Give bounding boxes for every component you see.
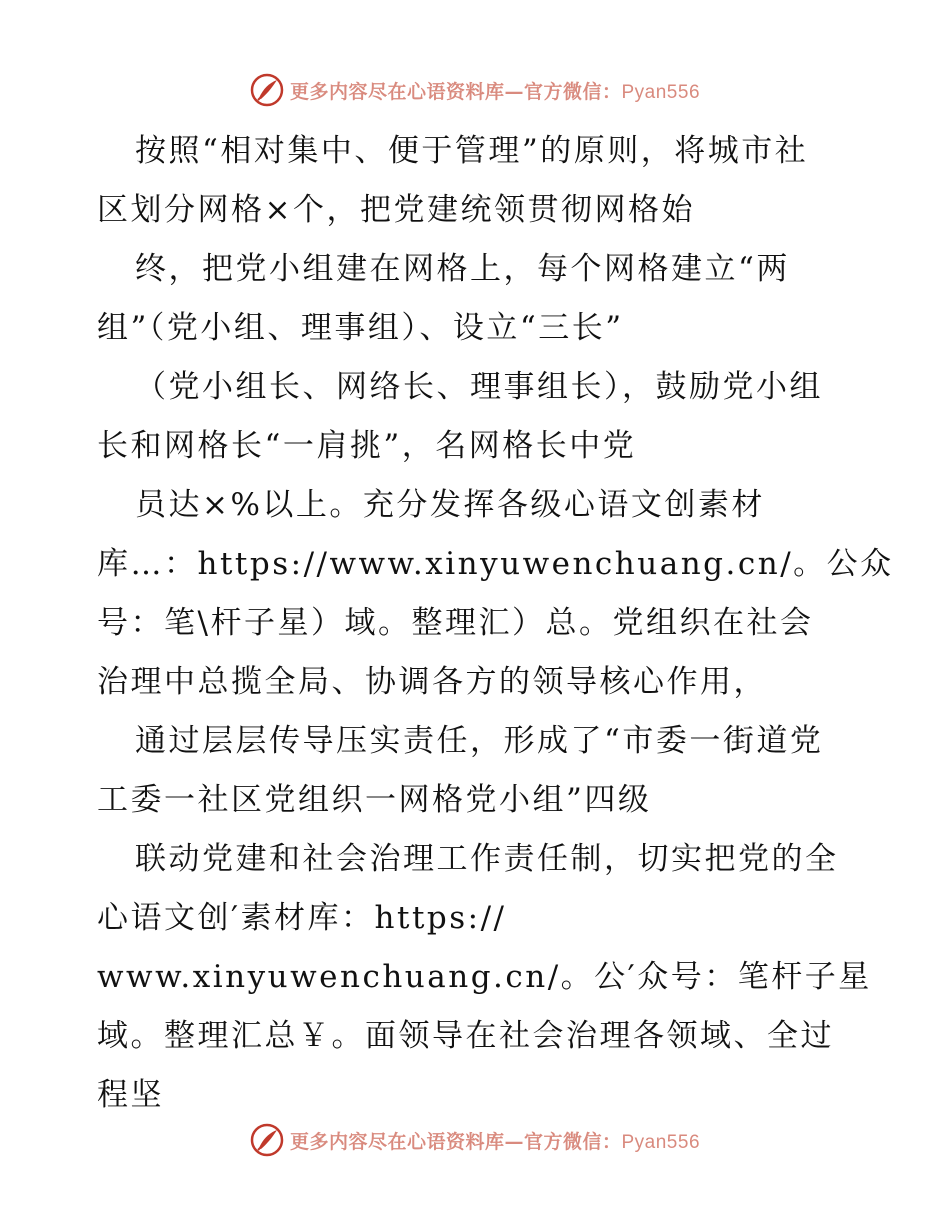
text-line: 长和网格长“一肩挑”，名网格长中党 [97, 428, 637, 464]
watermark-text [290, 77, 700, 104]
text-line: 治理中总揽全局、协调各方的领导核心作用， [97, 664, 767, 700]
text-line: 号：笔\杆子星）域。整理汇）总。党组织在社会 [97, 605, 814, 641]
text-line: 按照“相对集中、便于管理”的原则，将城市社 [135, 133, 809, 169]
text-line: 域。整理汇总￥。面领导在社会治理各领域、全过 [97, 1018, 834, 1054]
watermark-label: 更多内容尽在心语资料库—官方微信： [289, 1130, 622, 1153]
text-line: 联动党建和社会治理工作责任制，切实把党的全 [135, 841, 839, 877]
footer-watermark [0, 1120, 950, 1160]
header-watermark [0, 70, 950, 110]
text-line: 组”（党小组、理事组）、设立“三长” [97, 310, 624, 346]
text-line: （党小组长、网络长、理事组长），鼓励党小组 [135, 369, 823, 405]
text-line: 工委一社区党组织一网格党小组”四级 [97, 782, 652, 818]
text-line: 心语文创′素材库：https:// [97, 900, 507, 936]
document-body [97, 122, 894, 1125]
text-line: 程坚 [97, 1077, 164, 1113]
text-line: 库…：https://www.xinyuwenchuang.cn/。公众 [97, 546, 894, 582]
text-line: 区划分网格×个，把党建统领贯彻网格始 [97, 192, 695, 228]
quill-logo-icon [250, 1123, 284, 1157]
text-line: 终，把党小组建在网格上，每个网格建立“两 [135, 251, 790, 287]
quill-logo-icon [250, 73, 284, 107]
text-line: 员达×%以上。充分发挥各级心语文创素材 [135, 487, 765, 523]
text-line: 通过层层传导压实责任，形成了“市委一街道党 [135, 723, 824, 759]
watermark-text [290, 1127, 700, 1154]
watermark-wechat-id: Pyan556 [621, 81, 701, 103]
watermark-wechat-id: Pyan556 [621, 1131, 701, 1153]
text-line: www.xinyuwenchuang.cn/。公′众号：笔杆子星 [97, 959, 872, 995]
watermark-label: 更多内容尽在心语资料库—官方微信： [289, 80, 622, 103]
